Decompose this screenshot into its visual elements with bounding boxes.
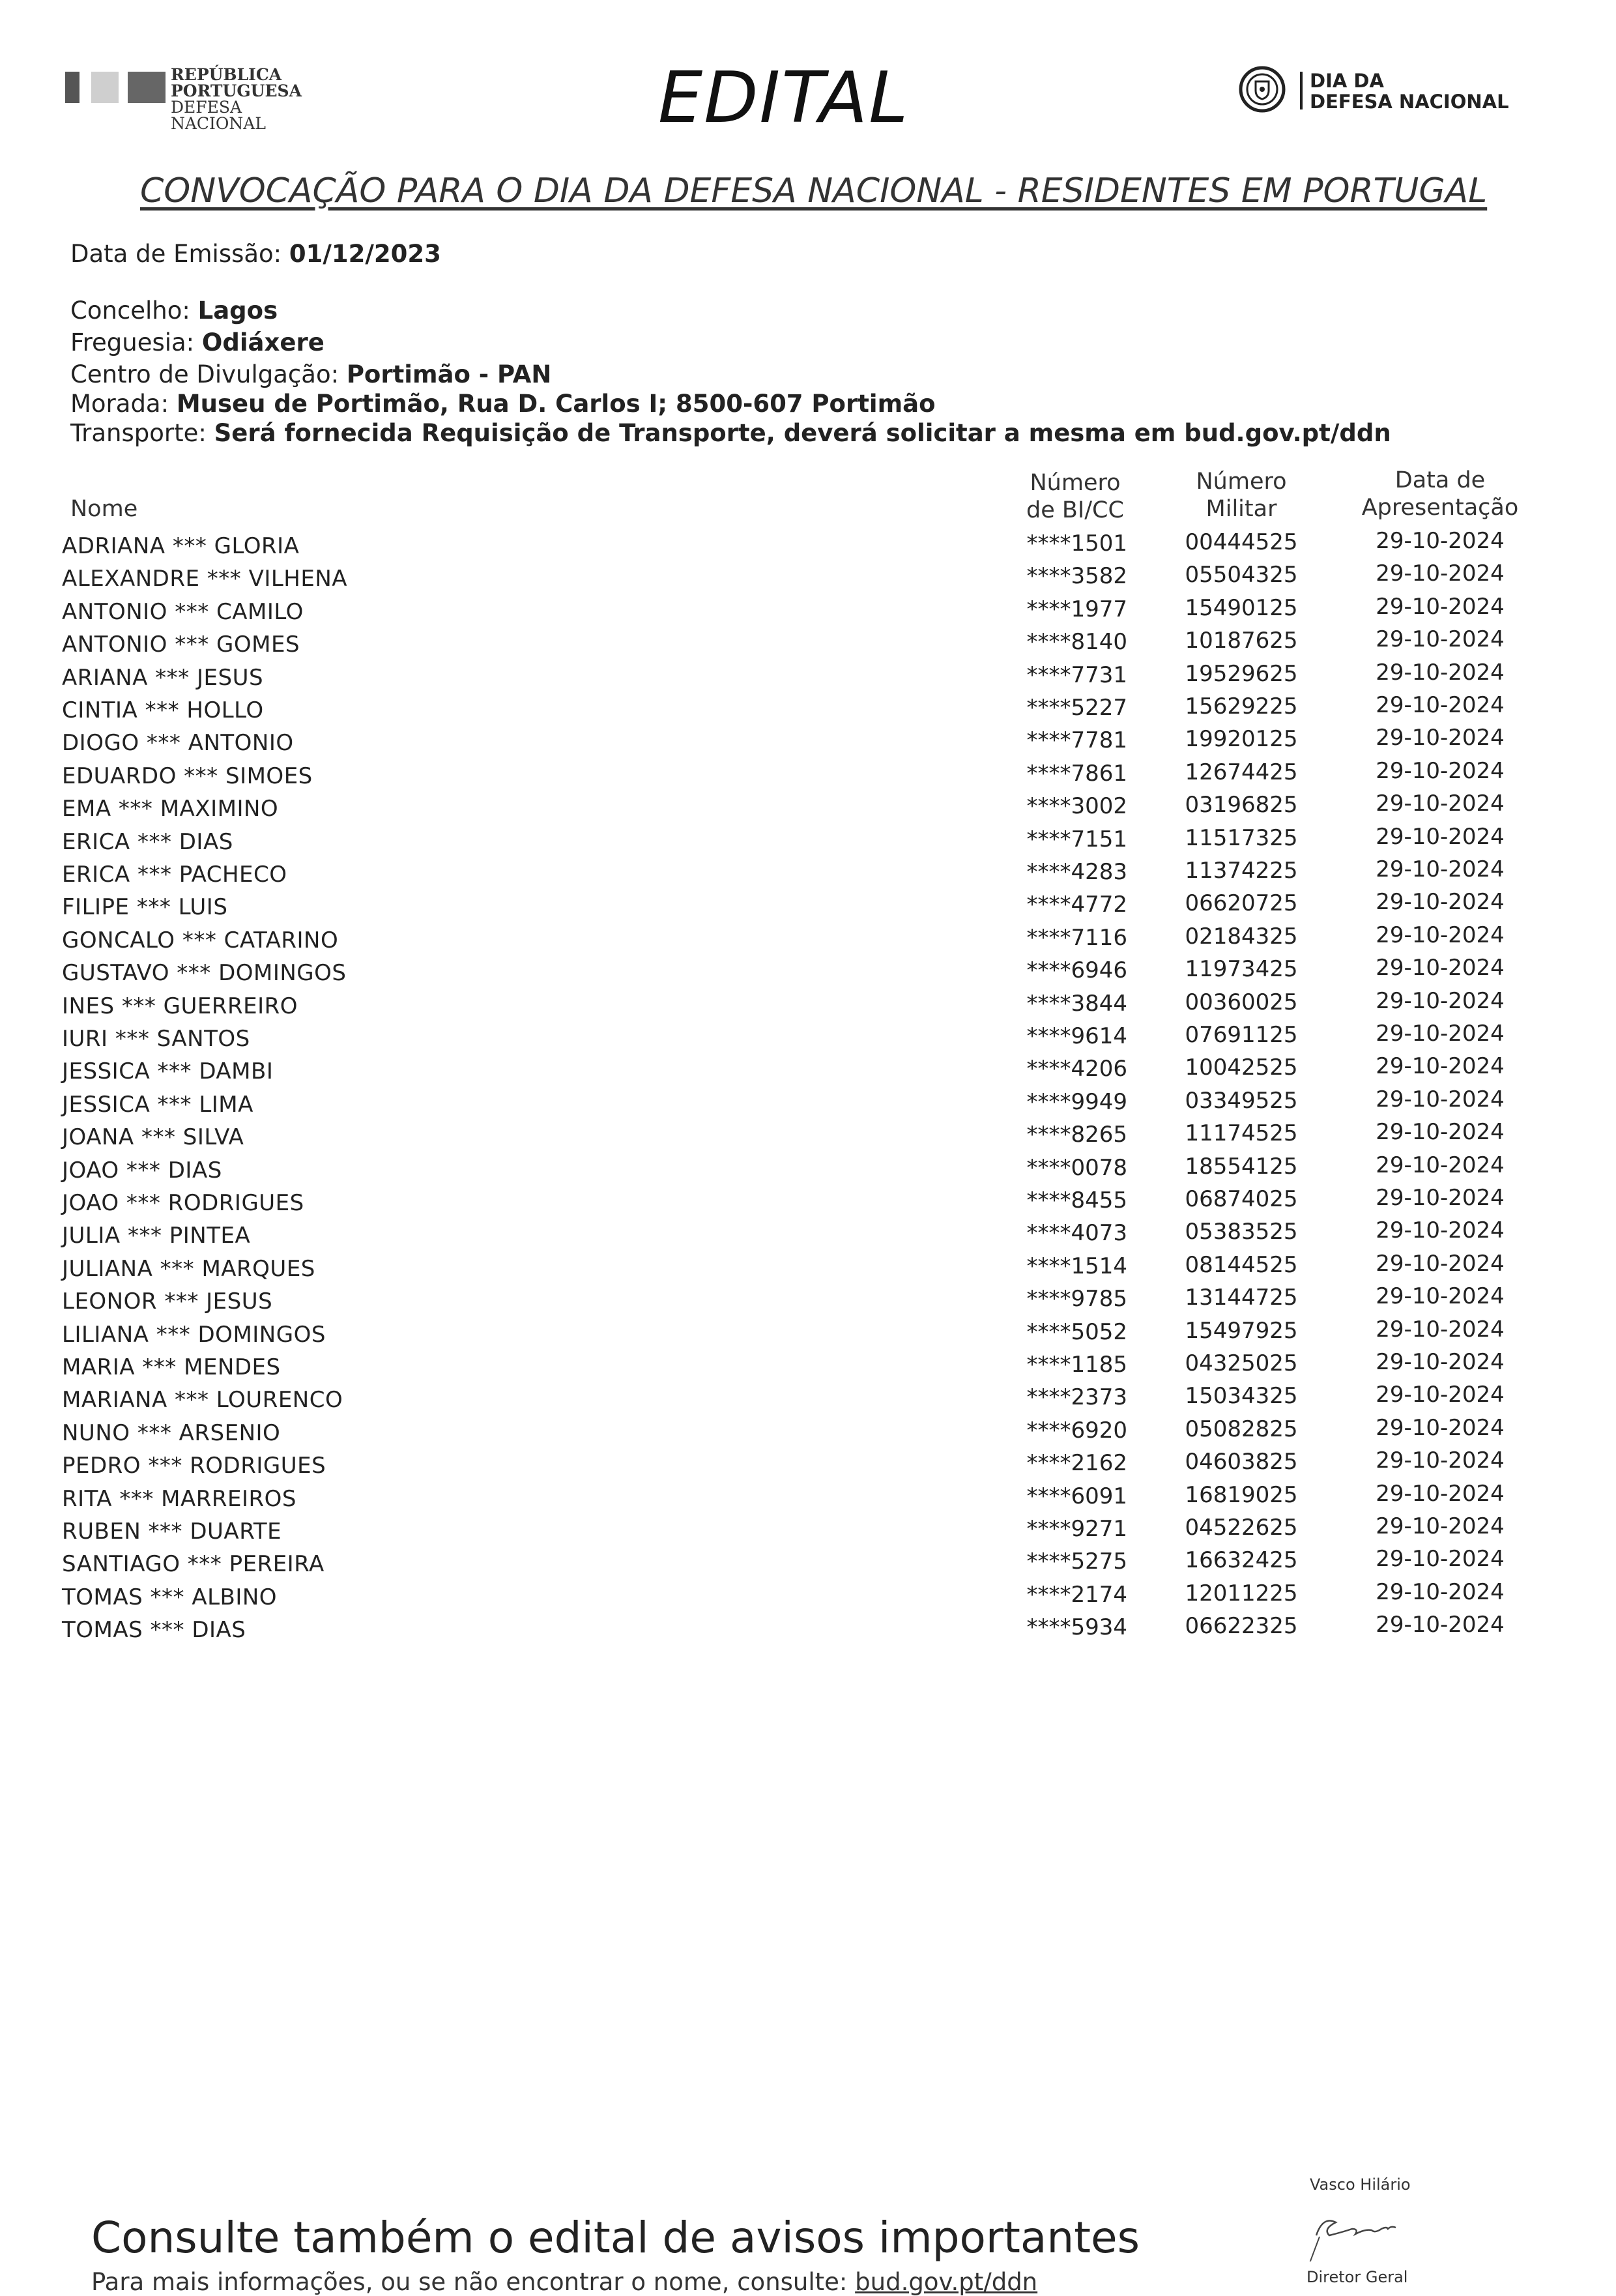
cell-numero-militar: 03196825 xyxy=(1185,792,1298,819)
cell-numero-militar: 07691125 xyxy=(1185,1022,1298,1048)
header-line: de BI/CC xyxy=(1026,497,1124,523)
logo-line: PORTUGUESA xyxy=(171,81,302,100)
cell-bi-cc: ****8455 xyxy=(1026,1187,1127,1213)
dia-defesa-nacional-logo xyxy=(1238,65,1538,117)
cell-nome: ERICA *** DIAS xyxy=(62,828,233,855)
cell-numero-militar: 02184325 xyxy=(1185,923,1298,950)
meta-label: Data de Emissão: xyxy=(70,240,282,268)
meta-label: Freguesia: xyxy=(70,328,195,356)
cell-bi-cc: ****2162 xyxy=(1026,1450,1127,1477)
cell-numero-militar: 05504325 xyxy=(1185,562,1298,589)
cell-bi-cc: ****7781 xyxy=(1026,727,1127,754)
cell-bi-cc: ****0078 xyxy=(1026,1154,1127,1181)
logo-line: NACIONAL xyxy=(171,114,266,133)
concelho xyxy=(70,297,278,325)
cell-numero-militar: 10187625 xyxy=(1185,628,1298,654)
cell-data-apresentacao: 29-10-2024 xyxy=(1376,560,1505,587)
header-bi xyxy=(1003,469,1147,524)
cell-nome: LILIANA *** DOMINGOS xyxy=(62,1321,326,1348)
cell-nome: ADRIANA *** GLORIA xyxy=(62,533,300,559)
cell-data-apresentacao: 29-10-2024 xyxy=(1376,1152,1505,1178)
meta-value: Odiáxere xyxy=(201,328,325,356)
cell-data-apresentacao: 29-10-2024 xyxy=(1376,1119,1505,1146)
header-data xyxy=(1355,467,1525,521)
signer-name: Vasco Hilário xyxy=(1310,2175,1411,2194)
cell-numero-militar: 16819025 xyxy=(1185,1481,1298,1508)
cell-numero-militar: 15629225 xyxy=(1185,693,1298,719)
cell-nome: JULIA *** PINTEA xyxy=(62,1223,251,1249)
cell-data-apresentacao: 29-10-2024 xyxy=(1376,1447,1505,1474)
meta-label: Transporte: xyxy=(70,419,207,447)
cell-numero-militar: 04603825 xyxy=(1185,1449,1298,1475)
cell-nome: DIOGO *** ANTONIO xyxy=(62,730,294,757)
cell-nome: ALEXANDRE *** VILHENA xyxy=(62,566,348,592)
cell-numero-militar: 19920125 xyxy=(1185,726,1298,753)
cell-numero-militar: 15034325 xyxy=(1185,1383,1298,1410)
cell-data-apresentacao: 29-10-2024 xyxy=(1376,1546,1505,1573)
cell-nome: JESSICA *** DAMBI xyxy=(62,1058,274,1085)
cell-data-apresentacao: 29-10-2024 xyxy=(1376,1612,1505,1638)
cell-data-apresentacao: 29-10-2024 xyxy=(1376,1513,1505,1539)
cell-nome: MARIA *** MENDES xyxy=(62,1354,281,1380)
cell-numero-militar: 10042525 xyxy=(1185,1054,1298,1081)
cell-data-apresentacao: 29-10-2024 xyxy=(1376,692,1505,718)
cell-bi-cc: ****4283 xyxy=(1026,859,1127,885)
cell-nome: INES *** GUERREIRO xyxy=(62,993,298,1019)
document-subtitle: CONVOCAÇÃO PARA O DIA DA DEFESA NACIONAL - RESIDENTES EM PORTUGAL xyxy=(140,171,1488,211)
cell-data-apresentacao: 29-10-2024 xyxy=(1376,955,1505,981)
cell-bi-cc: ****6091 xyxy=(1026,1483,1127,1509)
cell-data-apresentacao: 29-10-2024 xyxy=(1376,1283,1505,1310)
logo-line: REPÚBLICA xyxy=(171,65,282,84)
cell-nome: JOANA *** SILVA xyxy=(62,1124,244,1151)
logo-line: DIA DA xyxy=(1310,70,1384,92)
logo-line: DEFESA xyxy=(171,98,242,117)
coat-of-arms-icon xyxy=(1238,65,1286,113)
meta-value: Portimão - PAN xyxy=(346,360,552,388)
meta-value: Será fornecida Requisição de Transporte, deverá solicitar a mesma em bud.gov.pt/ddn xyxy=(214,419,1391,447)
cell-nome: RUBEN *** DUARTE xyxy=(62,1519,282,1545)
cell-data-apresentacao: 29-10-2024 xyxy=(1376,528,1505,554)
meta-label: Concelho: xyxy=(70,297,190,325)
cell-nome: LEONOR *** JESUS xyxy=(62,1288,273,1315)
cell-numero-militar: 06874025 xyxy=(1185,1186,1298,1212)
freguesia xyxy=(70,328,325,356)
cell-numero-militar: 08144525 xyxy=(1185,1251,1298,1278)
cell-bi-cc: ****5227 xyxy=(1026,695,1127,721)
cell-bi-cc: ****4206 xyxy=(1026,1056,1127,1083)
cell-nome: GONCALO *** CATARINO xyxy=(62,927,339,953)
morada xyxy=(70,390,936,418)
cell-data-apresentacao: 29-10-2024 xyxy=(1376,1578,1505,1605)
cell-bi-cc: ****5934 xyxy=(1026,1614,1127,1641)
cell-data-apresentacao: 29-10-2024 xyxy=(1376,1086,1505,1112)
cell-bi-cc: ****7861 xyxy=(1026,760,1127,787)
cell-nome: EMA *** MAXIMINO xyxy=(62,796,279,822)
header-militar xyxy=(1173,468,1310,523)
header-line: Militar xyxy=(1205,496,1277,522)
cell-nome: JOAO *** DIAS xyxy=(62,1157,222,1184)
cell-data-apresentacao: 29-10-2024 xyxy=(1376,725,1505,751)
cell-numero-militar: 06620725 xyxy=(1185,890,1298,917)
cell-data-apresentacao: 29-10-2024 xyxy=(1376,987,1505,1014)
cell-numero-militar: 00444525 xyxy=(1185,529,1298,555)
cell-numero-militar: 11517325 xyxy=(1185,824,1298,851)
meta-value: 01/12/2023 xyxy=(289,240,441,268)
cell-numero-militar: 04325025 xyxy=(1185,1350,1298,1376)
cell-nome: CINTIA *** HOLLO xyxy=(62,697,264,723)
cell-bi-cc: ****9785 xyxy=(1026,1286,1127,1313)
cell-numero-militar: 19529625 xyxy=(1185,660,1298,687)
cell-nome: ARIANA *** JESUS xyxy=(62,664,264,691)
cell-nome: IURI *** SANTOS xyxy=(62,1026,250,1052)
cell-bi-cc: ****6946 xyxy=(1026,957,1127,984)
cell-bi-cc: ****2174 xyxy=(1026,1581,1127,1608)
cell-data-apresentacao: 29-10-2024 xyxy=(1376,856,1505,882)
meta-label: Morada: xyxy=(70,390,169,418)
handwritten-signature xyxy=(1303,2196,1434,2261)
cell-bi-cc: ****9949 xyxy=(1026,1088,1127,1115)
cell-data-apresentacao: 29-10-2024 xyxy=(1376,823,1505,850)
emission-date xyxy=(70,240,441,268)
cell-bi-cc: ****9614 xyxy=(1026,1023,1127,1049)
cell-data-apresentacao: 29-10-2024 xyxy=(1376,1250,1505,1277)
cell-bi-cc: ****6920 xyxy=(1026,1417,1127,1444)
meta-value: Lagos xyxy=(197,297,278,325)
cell-data-apresentacao: 29-10-2024 xyxy=(1376,757,1505,784)
cell-data-apresentacao: 29-10-2024 xyxy=(1376,1217,1505,1244)
cell-numero-militar: 00360025 xyxy=(1185,989,1298,1015)
cell-numero-militar: 03349525 xyxy=(1185,1087,1298,1114)
cell-nome: NUNO *** ARSENIO xyxy=(62,1419,281,1446)
cell-data-apresentacao: 29-10-2024 xyxy=(1376,593,1505,620)
cell-bi-cc: ****7116 xyxy=(1026,924,1127,951)
cell-numero-militar: 15497925 xyxy=(1185,1317,1298,1344)
cell-bi-cc: ****1185 xyxy=(1026,1352,1127,1378)
cell-bi-cc: ****7151 xyxy=(1026,826,1127,852)
cell-bi-cc: ****4772 xyxy=(1026,892,1127,918)
cell-bi-cc: ****1977 xyxy=(1026,596,1127,622)
cell-numero-militar: 12011225 xyxy=(1185,1580,1298,1606)
cell-numero-militar: 18554125 xyxy=(1185,1153,1298,1180)
cell-bi-cc: ****3844 xyxy=(1026,990,1127,1017)
logo-text xyxy=(1310,70,1509,112)
footer-link[interactable]: bud.gov.pt/ddn xyxy=(855,2268,1038,2296)
cell-nome: TOMAS *** ALBINO xyxy=(62,1584,278,1610)
cell-bi-cc: ****1514 xyxy=(1026,1253,1127,1279)
cell-nome: SANTIAGO *** PEREIRA xyxy=(62,1551,325,1578)
cell-bi-cc: ****8265 xyxy=(1026,1122,1127,1148)
cell-data-apresentacao: 29-10-2024 xyxy=(1376,1382,1505,1408)
cell-nome: FILIPE *** LUIS xyxy=(62,894,228,921)
document-title: EDITAL xyxy=(658,57,910,139)
header-line: Data de xyxy=(1394,467,1486,493)
centro-divulgacao xyxy=(70,360,551,388)
cell-nome: EDUARDO *** SIMOES xyxy=(62,763,313,789)
cell-data-apresentacao: 29-10-2024 xyxy=(1376,1053,1505,1080)
cell-bi-cc: ****7731 xyxy=(1026,661,1127,688)
signer-title: Diretor Geral xyxy=(1306,2268,1408,2286)
logo-line: DEFESA NACIONAL xyxy=(1310,91,1509,113)
meta-value: Museu de Portimão, Rua D. Carlos I; 8500-607 Portimão xyxy=(176,390,936,418)
cell-data-apresentacao: 29-10-2024 xyxy=(1376,1316,1505,1343)
cell-nome: ANTONIO *** CAMILO xyxy=(62,598,304,625)
transporte xyxy=(70,419,1391,447)
cell-data-apresentacao: 29-10-2024 xyxy=(1376,1349,1505,1375)
flag-stripe-icon xyxy=(91,72,119,103)
cell-numero-militar: 11374225 xyxy=(1185,858,1298,884)
flag-stripe-icon xyxy=(128,72,166,103)
cell-data-apresentacao: 29-10-2024 xyxy=(1376,1414,1505,1441)
cell-numero-militar: 16632425 xyxy=(1185,1547,1298,1574)
cell-bi-cc: ****5052 xyxy=(1026,1318,1127,1345)
cell-nome: JULIANA *** MARQUES xyxy=(62,1255,315,1282)
cell-numero-militar: 13144725 xyxy=(1185,1285,1298,1311)
cell-bi-cc: ****1501 xyxy=(1026,530,1127,557)
republica-portuguesa-logo xyxy=(65,65,300,150)
cell-numero-militar: 12674425 xyxy=(1185,759,1298,785)
cell-data-apresentacao: 29-10-2024 xyxy=(1376,1021,1505,1047)
cell-bi-cc: ****5275 xyxy=(1026,1548,1127,1575)
cell-data-apresentacao: 29-10-2024 xyxy=(1376,889,1505,916)
cell-numero-militar: 05383525 xyxy=(1185,1219,1298,1245)
header-line: Número xyxy=(1030,470,1121,496)
cell-numero-militar: 05082825 xyxy=(1185,1416,1298,1442)
footer-notice: Consulte também o edital de avisos importantes xyxy=(91,2213,1140,2263)
cell-nome: TOMAS *** DIAS xyxy=(62,1617,246,1644)
cell-data-apresentacao: 29-10-2024 xyxy=(1376,922,1505,948)
footer-info-text: Para mais informações, ou se não encontrar o nome, consulte: xyxy=(91,2268,848,2296)
cell-bi-cc: ****9271 xyxy=(1026,1516,1127,1542)
meta-label: Centro de Divulgação: xyxy=(70,360,339,388)
cell-data-apresentacao: 29-10-2024 xyxy=(1376,659,1505,686)
table-row xyxy=(0,1612,1616,1649)
cell-nome: ANTONIO *** GOMES xyxy=(62,632,300,658)
cell-numero-militar: 04522625 xyxy=(1185,1515,1298,1541)
cell-bi-cc: ****3582 xyxy=(1026,563,1127,590)
flag-stripe-icon xyxy=(65,72,79,103)
cell-bi-cc: ****2373 xyxy=(1026,1384,1127,1411)
cell-nome: PEDRO *** RODRIGUES xyxy=(62,1453,326,1479)
cell-bi-cc: ****3002 xyxy=(1026,793,1127,820)
header-line: Apresentação xyxy=(1361,495,1519,521)
cell-numero-militar: 11973425 xyxy=(1185,956,1298,983)
header-line: Número xyxy=(1196,469,1287,495)
footer-info xyxy=(91,2268,1037,2296)
cell-data-apresentacao: 29-10-2024 xyxy=(1376,1480,1505,1507)
cell-numero-militar: 11174525 xyxy=(1185,1120,1298,1147)
cell-nome: JOAO *** RODRIGUES xyxy=(62,1190,304,1216)
cell-numero-militar: 15490125 xyxy=(1185,594,1298,621)
cell-bi-cc: ****4073 xyxy=(1026,1220,1127,1247)
logo-text xyxy=(171,66,302,132)
cell-data-apresentacao: 29-10-2024 xyxy=(1376,791,1505,817)
logo-divider xyxy=(1300,72,1303,109)
header-nome: Nome xyxy=(70,496,138,522)
cell-data-apresentacao: 29-10-2024 xyxy=(1376,626,1505,653)
cell-nome: GUSTAVO *** DOMINGOS xyxy=(62,960,347,987)
cell-nome: RITA *** MARREIROS xyxy=(62,1485,296,1512)
cell-numero-militar: 06622325 xyxy=(1185,1613,1298,1640)
cell-nome: JESSICA *** LIMA xyxy=(62,1091,253,1118)
cell-nome: MARIANA *** LOURENCO xyxy=(62,1387,343,1414)
cell-data-apresentacao: 29-10-2024 xyxy=(1376,1185,1505,1211)
cell-nome: ERICA *** PACHECO xyxy=(62,862,287,888)
cell-bi-cc: ****8140 xyxy=(1026,629,1127,656)
